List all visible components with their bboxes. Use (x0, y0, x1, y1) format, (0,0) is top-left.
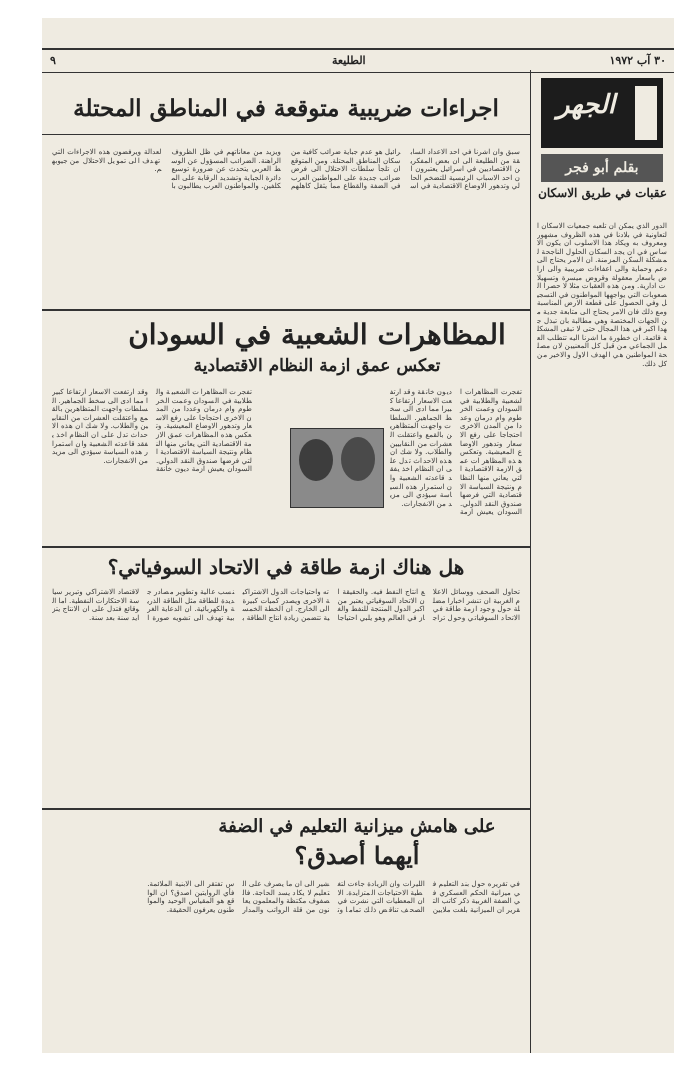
article-subheadline: أيهما أصدق؟ (294, 841, 420, 870)
article-soviet-energy (42, 548, 530, 810)
article-sudan (42, 310, 530, 548)
article-tax-measures (42, 70, 530, 310)
article-subheadline: تعكس عمق ازمة النظام الاقتصادية (193, 356, 441, 376)
article-body: تفجرت المظاهرات الشعبية والطلابية في السودان وعمت الخرطوم وام درمان وعددا من المدن الاخرى احتجاجا على رفع الاسعار وتدهور الاوضاع المعيشية. وتعكس هذه المظاهرات عمق الازمة الاقتصادية التي يعاني منها النظام ونتيجة السياسة الاقتصادية التي فرضها صندوق النقد الدولي. السودان يعيش ازمة ديون خانقة وقد ارتفعت الاسعار ارتفاعا كبيرا مما ادى الى سخط الجماهير. السلطات واجهت المتظاهرين بالقمع واعتقلت العشرات من النقابيين والطلاب. ولا شك ان هذه الاحداث تدل على ان النظام اخذ يفقد قاعدته الشعبية وان استمرار هذه السياسة سيؤدي الى مزيد من الانفجارات. (52, 388, 252, 474)
column-title: عقبات في طريق الاسكان (538, 186, 667, 200)
issue-date: ٣٠ آب ١٩٧٢ (609, 54, 666, 67)
article-body: تحاول الصحف ووسائل الاعلام الغربية ان تنشر اخبارا مضللة حول وجود ازمة طاقة في الاتحاد السوفياتي وحول تراجع انتاج النفط فيه. والحقيقة ان الاتحاد السوفياتي يعتبر من اكبر الدول المنتجة للنفط والغاز في العالم وهو يلبي احتياجاته واحتياجات الدول الاشتراكية الاخرى ويصدر كميات كبيرة الى الخارج. ان الخطة الخمسية تتضمن زيادة انتاج الطاقة بنسب عالية وتطوير مصادر جديدة للطاقة مثل الطاقة الذرية والكهربائية. ان الدعاية الغربية تهدف الى تشويه صورة الاقتصاد الاشتراكي وتبرير سياسة الاحتكارات النفطية. اما الوقائع فتدل على ان الانتاج يتزايد سنة بعد سنة. (52, 588, 520, 622)
newspaper-page (42, 18, 674, 1053)
page-number: ٩ (50, 54, 56, 67)
column-logo (541, 78, 663, 148)
article-headline: هل هناك ازمة طاقة في الاتحاد السوفياتي؟ (107, 555, 465, 579)
article-headline: على هامش ميزانية التعليم في الضفة (218, 816, 496, 837)
article-headline: اجراءات ضريبية متوقعة في المناطق المحتلة (73, 95, 499, 122)
logo-text: الجهر (556, 90, 616, 120)
column-body: الدور الذي يمكن ان تلعبه جمعيات الاسكان التعاونية في بلادنا في هذه الظروف مشهور ومعروف به ويكاد هذا الاسلوب ان يكون الاساس في ان يجد السكان الحلول الناجحة لمشكلة السكن المزمنة. ان الامر يحتاج الى دعم وحماية والى اعفاءات ضريبية والى اراض باسعار معقولة وقروض ميسرة وتسهيلات ادارية. ومن هذه العقبات مثلا لا حصرا الصعوبات التي يواجهها المواطنون في التسجيل وفي الحصول على قطعة الارض المناسبة ومع ذلك فان الامر يحتاج الى متابعة جدية من الجهات المختصة وهي مطالبة بان تبذل جهدا اكبر في هذا المجال حتى لا تبقى المشكلة قائمة. ان خطورة ما اشرنا اليه تتطلب العمل الجماعي من قبل كل المعنيين لان مصلحة المواطنين هي الهدف الاول والاخير من كل ذلك. (537, 222, 667, 368)
article-body-continued: تفجرت المظاهرات الشعبية والطلابية في السودان وعمت الخرطوم وام درمان وعددا من المدن الاخرى احتجاجا على رفع الاسعار وتدهور الاوضاع المعيشية. وتعكس هذه المظاهرات عمق الازمة الاقتصادية التي يعاني منها النظام ونتيجة السياسة الاقتصادية التي فرضها صندوق النقد الدولي. السودان يعيش ازمة ديون خانقة وقد ارتفعت الاسعار ارتفاعا كبيرا مما ادى الى سخط الجماهير. السلطات واجهت المتظاهرين بالقمع واعتقلت العشرات من النقابيين والطلاب. ولا شك ان هذه الاحداث تدل على ان النظام اخذ يفقد قاعدته الشعبية وان استمرار هذه السياسة سيؤدي الى مزيد من الانفجارات. (390, 388, 522, 517)
opinion-column (530, 70, 674, 1053)
article-body: في تقريره حول بند التعليم في ميزانية الحكم العسكري في الضفة الغربية ذكر كاتب التقرير ان الميزانية بلغت ملايين الليرات وان الزيادة جاءت لتغطية الاحتياجات المتزايدة. الا ان المعطيات التي نشرت في الصحف تناقض ذلك تماما وتشير الى ان ما يصرف على التعليم لا يكاد يسد الحاجة. فالصفوف مكتظة والمعلمون يعانون من قلة الرواتب والمدارس تفتقر الى الابنية الملائمة. فأي الروايتين اصدق؟ ان الواقع هو المقياس الوحيد والمواطنون يعرفون الحقيقة. (147, 880, 520, 914)
newspaper-section: الطليعة (332, 54, 366, 67)
logo-badge (635, 86, 657, 140)
column-byline: بقلم أبو فجر (565, 160, 639, 176)
article-headline: المظاهرات الشعبية في السودان (128, 318, 506, 351)
photo-sudan-leaders (290, 428, 384, 508)
article-body: سبق وان اشرنا في احد الاعداد السابقة من الطليعة الى ان بعض المفكرين الاقتصاديين في اسرائيل يعتبرون ان احد الاسباب الرئيسية للتضخم الحالي وتدهور الاوضاع الاقتصادية في اسرائيل هو عدم جباية ضرائب كافية من سكان المناطق المحتلة. ومن المتوقع ان تلجأ سلطات الاحتلال الى فرض ضرائب جديدة على المواطنين العرب في الضفة والقطاع مما يثقل كاهلهم ويزيد من معاناتهم في ظل الظروف الراهنة. الضرائب المسؤول عن الوسط العربي يتحدث عن ضرورة توسيع دائرة الجباية وتشديد الرقابة على المكلفين. والمواطنون العرب يطالبون بالعدالة ويرفضون هذه الاجراءات التي تهدف الى تمويل الاحتلال من جيوبهم. (52, 148, 520, 191)
article-education-budget (42, 810, 530, 1053)
